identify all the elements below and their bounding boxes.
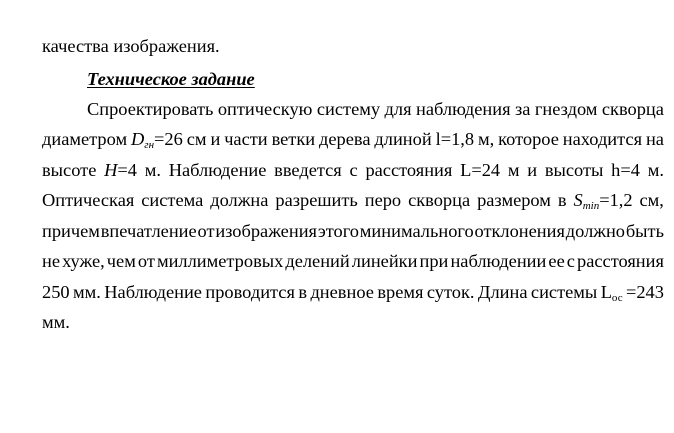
paragraph-line-5: [42, 218, 664, 244]
word: Оптическая: [42, 190, 135, 210]
word: высоте: [42, 160, 97, 180]
size-subscript: min: [582, 200, 600, 212]
word: быть: [625, 221, 664, 241]
word: гнездом: [534, 99, 598, 119]
word: части: [224, 129, 268, 149]
size-formula: [573, 187, 632, 213]
word: скворца: [408, 190, 471, 210]
word: системы: [530, 282, 598, 302]
word: м: [507, 160, 520, 180]
word: система: [141, 190, 204, 210]
word: линейки: [351, 251, 418, 271]
word: не: [42, 251, 61, 271]
word: и: [527, 160, 538, 180]
paragraph-line-8: мм.: [42, 312, 70, 332]
word: см: [186, 129, 207, 149]
word: наблюдении: [450, 251, 547, 271]
word: должно: [565, 221, 625, 241]
paragraph-line-3: [42, 157, 664, 183]
word: в: [298, 282, 308, 302]
word: делений: [285, 251, 350, 271]
word: Длина: [477, 282, 528, 302]
word: разрешить: [275, 190, 358, 210]
word: с: [349, 160, 358, 180]
diameter-symbol: D: [131, 129, 145, 149]
word: с: [566, 251, 575, 271]
paragraph-line-4: [42, 187, 664, 213]
length-formula: [601, 279, 623, 305]
length-subscript: ос: [611, 292, 623, 304]
word: миллиметровых: [156, 251, 284, 271]
word: ее: [548, 251, 565, 271]
word: которое: [498, 129, 559, 149]
word: перо: [364, 190, 402, 210]
word: впечатление: [100, 221, 197, 241]
word: за: [515, 99, 531, 119]
word: Спроектировать: [87, 99, 214, 119]
word: h=4: [611, 160, 640, 180]
word: расстояния: [577, 251, 664, 271]
word: 250: [42, 282, 70, 302]
length-symbol: L: [600, 282, 612, 302]
word: при: [419, 251, 449, 271]
word: наблюдения: [415, 99, 511, 119]
height-value: =4: [117, 160, 137, 180]
size-value: =1,2: [599, 190, 633, 210]
word: от: [197, 221, 215, 241]
diameter-formula: [131, 126, 183, 152]
word: м.: [647, 160, 664, 180]
word: хуже,: [62, 251, 105, 271]
word: расстояния: [365, 160, 453, 180]
word: м.: [144, 160, 161, 180]
word: мм.: [73, 282, 101, 302]
word: изображения: [215, 221, 317, 241]
word: проводится: [205, 282, 295, 302]
word: L=24: [460, 160, 501, 180]
section-heading: Техническое задание: [87, 69, 255, 89]
paragraph-line-6: [42, 248, 664, 274]
word: l=1,8: [435, 129, 475, 149]
paragraph-line-7: [42, 279, 664, 305]
word: оптическую: [217, 99, 313, 119]
word: введется: [274, 160, 342, 180]
word: и: [210, 129, 221, 149]
height-formula: [104, 157, 137, 183]
diameter-value: =26: [154, 129, 183, 149]
word: м,: [477, 129, 495, 149]
word: от: [137, 251, 155, 271]
word: Наблюдение: [168, 160, 267, 180]
word: систему: [316, 99, 381, 119]
word: время: [377, 282, 424, 302]
word: Наблюдение: [104, 282, 202, 302]
word: высоты: [544, 160, 604, 180]
word: этого: [317, 221, 359, 241]
word: длиной: [374, 129, 432, 149]
word: суток.: [426, 282, 475, 302]
word: причем: [42, 221, 100, 241]
word: дневное: [310, 282, 374, 302]
word: размером: [477, 190, 551, 210]
word: находится: [562, 129, 643, 149]
length-value: =243: [625, 282, 664, 302]
word: отклонения: [474, 221, 565, 241]
paragraph-line-1: [87, 96, 664, 122]
diameter-subscript: гн: [144, 139, 155, 151]
word: минимального: [359, 221, 474, 241]
word: диаметром: [42, 129, 128, 149]
height-symbol: H: [104, 160, 118, 180]
word: для: [384, 99, 412, 119]
size-symbol: S: [573, 190, 583, 210]
word: в: [557, 190, 567, 210]
word: чем: [106, 251, 136, 271]
word: скворца: [601, 99, 664, 119]
paragraph-line-2: [42, 126, 664, 152]
text-line-prev-paragraph-end: качества изображения.: [42, 36, 220, 56]
word: дерева: [319, 129, 371, 149]
word: на: [645, 129, 664, 149]
word: см,: [639, 190, 664, 210]
word: должна: [210, 190, 269, 210]
word: ветки: [271, 129, 316, 149]
